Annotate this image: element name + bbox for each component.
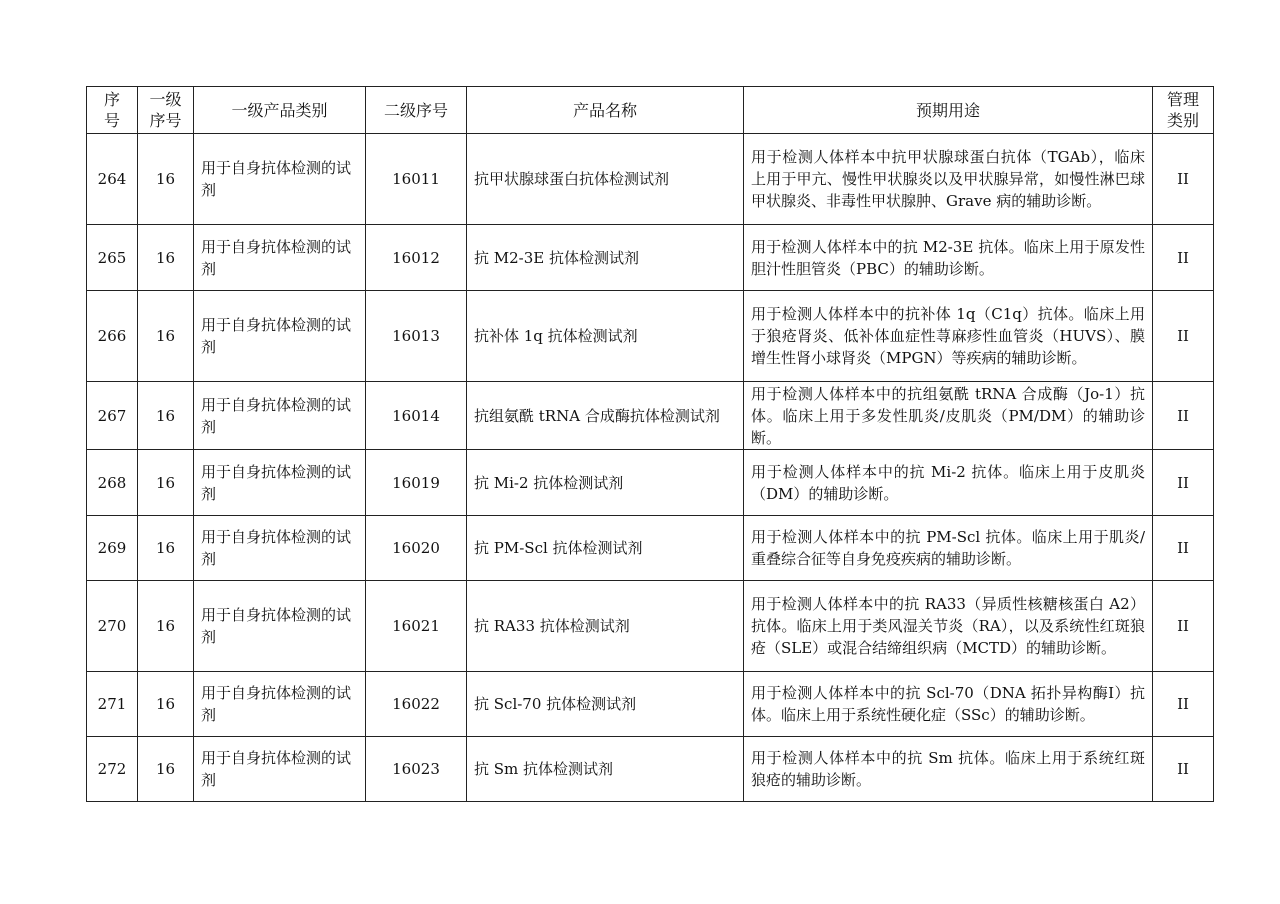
cell-level1-seq: 16: [138, 581, 194, 672]
table-row: [87, 225, 1214, 291]
header-seq-line1: 序: [103, 90, 120, 109]
cell-product-name: 抗 M2-3E 抗体检测试剂: [467, 225, 744, 291]
cell-level2-seq: 16014: [366, 382, 467, 450]
cell-level1-category: 用于自身抗体检测的试剂: [194, 225, 366, 291]
cell-level1-seq: 16: [138, 450, 194, 516]
cell-level1-seq: 16: [138, 737, 194, 802]
cell-level2-seq: 16013: [366, 291, 467, 382]
cell-level2-seq: 16023: [366, 737, 467, 802]
cell-level2-seq: 16011: [366, 134, 467, 225]
header-level1-seq-line2: 序号: [149, 111, 182, 130]
cell-seq: 272: [87, 737, 138, 802]
cell-intended-use: 用于检测人体样本中的抗补体 1q（C1q）抗体。临床上用于狼疮肾炎、低补体血症性荨麻疹性血管炎（HUVS）、膜增生性肾小球肾炎（MPGN）等疾病的辅助诊断。: [744, 291, 1153, 382]
header-level1-seq-line1: 一级: [149, 90, 182, 109]
cell-seq: 267: [87, 382, 138, 450]
header-level1-category: 一级产品类别: [194, 87, 366, 134]
cell-product-name: 抗 RA33 抗体检测试剂: [467, 581, 744, 672]
cell-level1-seq: 16: [138, 382, 194, 450]
cell-product-name: 抗 Scl-70 抗体检测试剂: [467, 672, 744, 737]
cell-seq: 271: [87, 672, 138, 737]
cell-product-name: 抗 Sm 抗体检测试剂: [467, 737, 744, 802]
header-level2-seq: 二级序号: [366, 87, 467, 134]
cell-management-class: II: [1153, 225, 1214, 291]
cell-level1-category: 用于自身抗体检测的试剂: [194, 382, 366, 450]
header-management-class-line2: 类别: [1166, 111, 1199, 130]
cell-seq: 270: [87, 581, 138, 672]
cell-level1-seq: 16: [138, 225, 194, 291]
cell-management-class: II: [1153, 450, 1214, 516]
cell-level2-seq: 16012: [366, 225, 467, 291]
cell-product-name: 抗甲状腺球蛋白抗体检测试剂: [467, 134, 744, 225]
cell-intended-use: 用于检测人体样本中的抗 Scl-70（DNA 拓扑异构酶I）抗体。临床上用于系统性硬化症（SSc）的辅助诊断。: [744, 672, 1153, 737]
header-intended-use: 预期用途: [744, 87, 1153, 134]
cell-level1-category: 用于自身抗体检测的试剂: [194, 291, 366, 382]
cell-intended-use: 用于检测人体样本中的抗 RA33（异质性核糖核蛋白 A2）抗体。临床上用于类风湿关节炎（RA），以及系统性红斑狼疮（SLE）或混合结缔组织病（MCTD）的辅助诊断。: [744, 581, 1153, 672]
cell-level1-category: 用于自身抗体检测的试剂: [194, 134, 366, 225]
cell-level2-seq: 16021: [366, 581, 467, 672]
table-row: [87, 134, 1214, 225]
cell-level1-category: 用于自身抗体检测的试剂: [194, 516, 366, 581]
cell-level1-seq: 16: [138, 134, 194, 225]
cell-level2-seq: 16022: [366, 672, 467, 737]
cell-management-class: II: [1153, 516, 1214, 581]
header-level1-seq: [138, 87, 194, 134]
cell-intended-use: 用于检测人体样本中的抗 Mi-2 抗体。临床上用于皮肌炎（DM）的辅助诊断。: [744, 450, 1153, 516]
cell-product-name: 抗 Mi-2 抗体检测试剂: [467, 450, 744, 516]
header-seq-line2: 号: [103, 111, 120, 130]
cell-seq: 264: [87, 134, 138, 225]
cell-management-class: II: [1153, 581, 1214, 672]
cell-seq: 268: [87, 450, 138, 516]
cell-level1-category: 用于自身抗体检测的试剂: [194, 672, 366, 737]
table-row: [87, 382, 1214, 450]
cell-intended-use: 用于检测人体样本中的抗 Sm 抗体。临床上用于系统红斑狼疮的辅助诊断。: [744, 737, 1153, 802]
table-row: [87, 581, 1214, 672]
cell-management-class: II: [1153, 672, 1214, 737]
header-management-class-line1: 管理: [1166, 90, 1199, 109]
table-row: [87, 516, 1214, 581]
cell-management-class: II: [1153, 737, 1214, 802]
cell-level1-category: 用于自身抗体检测的试剂: [194, 737, 366, 802]
cell-product-name: 抗 PM-Scl 抗体检测试剂: [467, 516, 744, 581]
header-management-class: [1153, 87, 1214, 134]
cell-level1-category: 用于自身抗体检测的试剂: [194, 450, 366, 516]
cell-product-name: 抗补体 1q 抗体检测试剂: [467, 291, 744, 382]
cell-seq: 269: [87, 516, 138, 581]
cell-level1-category: 用于自身抗体检测的试剂: [194, 581, 366, 672]
cell-intended-use: 用于检测人体样本中的抗 PM-Scl 抗体。临床上用于肌炎/重叠综合征等自身免疫疾病的辅助诊断。: [744, 516, 1153, 581]
table-header-row: [87, 87, 1214, 134]
cell-intended-use: 用于检测人体样本中抗甲状腺球蛋白抗体（TGAb），临床上用于甲亢、慢性甲状腺炎以及甲状腺异常，如慢性淋巴球甲状腺炎、非毒性甲状腺肿、Grave 病的辅助诊断。: [744, 134, 1153, 225]
table-row: [87, 450, 1214, 516]
product-classification-table: [86, 86, 1214, 802]
cell-management-class: II: [1153, 382, 1214, 450]
cell-intended-use: 用于检测人体样本中的抗组氨酰 tRNA 合成酶（Jo-1）抗体。临床上用于多发性肌炎/皮肌炎（PM/DM）的辅助诊断。: [744, 382, 1153, 450]
header-seq: [87, 87, 138, 134]
table-row: [87, 737, 1214, 802]
cell-seq: 265: [87, 225, 138, 291]
table-row: [87, 672, 1214, 737]
cell-level2-seq: 16019: [366, 450, 467, 516]
cell-management-class: II: [1153, 291, 1214, 382]
table-row: [87, 291, 1214, 382]
cell-level1-seq: 16: [138, 672, 194, 737]
cell-product-name: 抗组氨酰 tRNA 合成酶抗体检测试剂: [467, 382, 744, 450]
cell-level1-seq: 16: [138, 291, 194, 382]
header-product-name: 产品名称: [467, 87, 744, 134]
cell-intended-use: 用于检测人体样本中的抗 M2-3E 抗体。临床上用于原发性胆汁性胆管炎（PBC）的辅助诊断。: [744, 225, 1153, 291]
cell-seq: 266: [87, 291, 138, 382]
cell-management-class: II: [1153, 134, 1214, 225]
cell-level1-seq: 16: [138, 516, 194, 581]
cell-level2-seq: 16020: [366, 516, 467, 581]
